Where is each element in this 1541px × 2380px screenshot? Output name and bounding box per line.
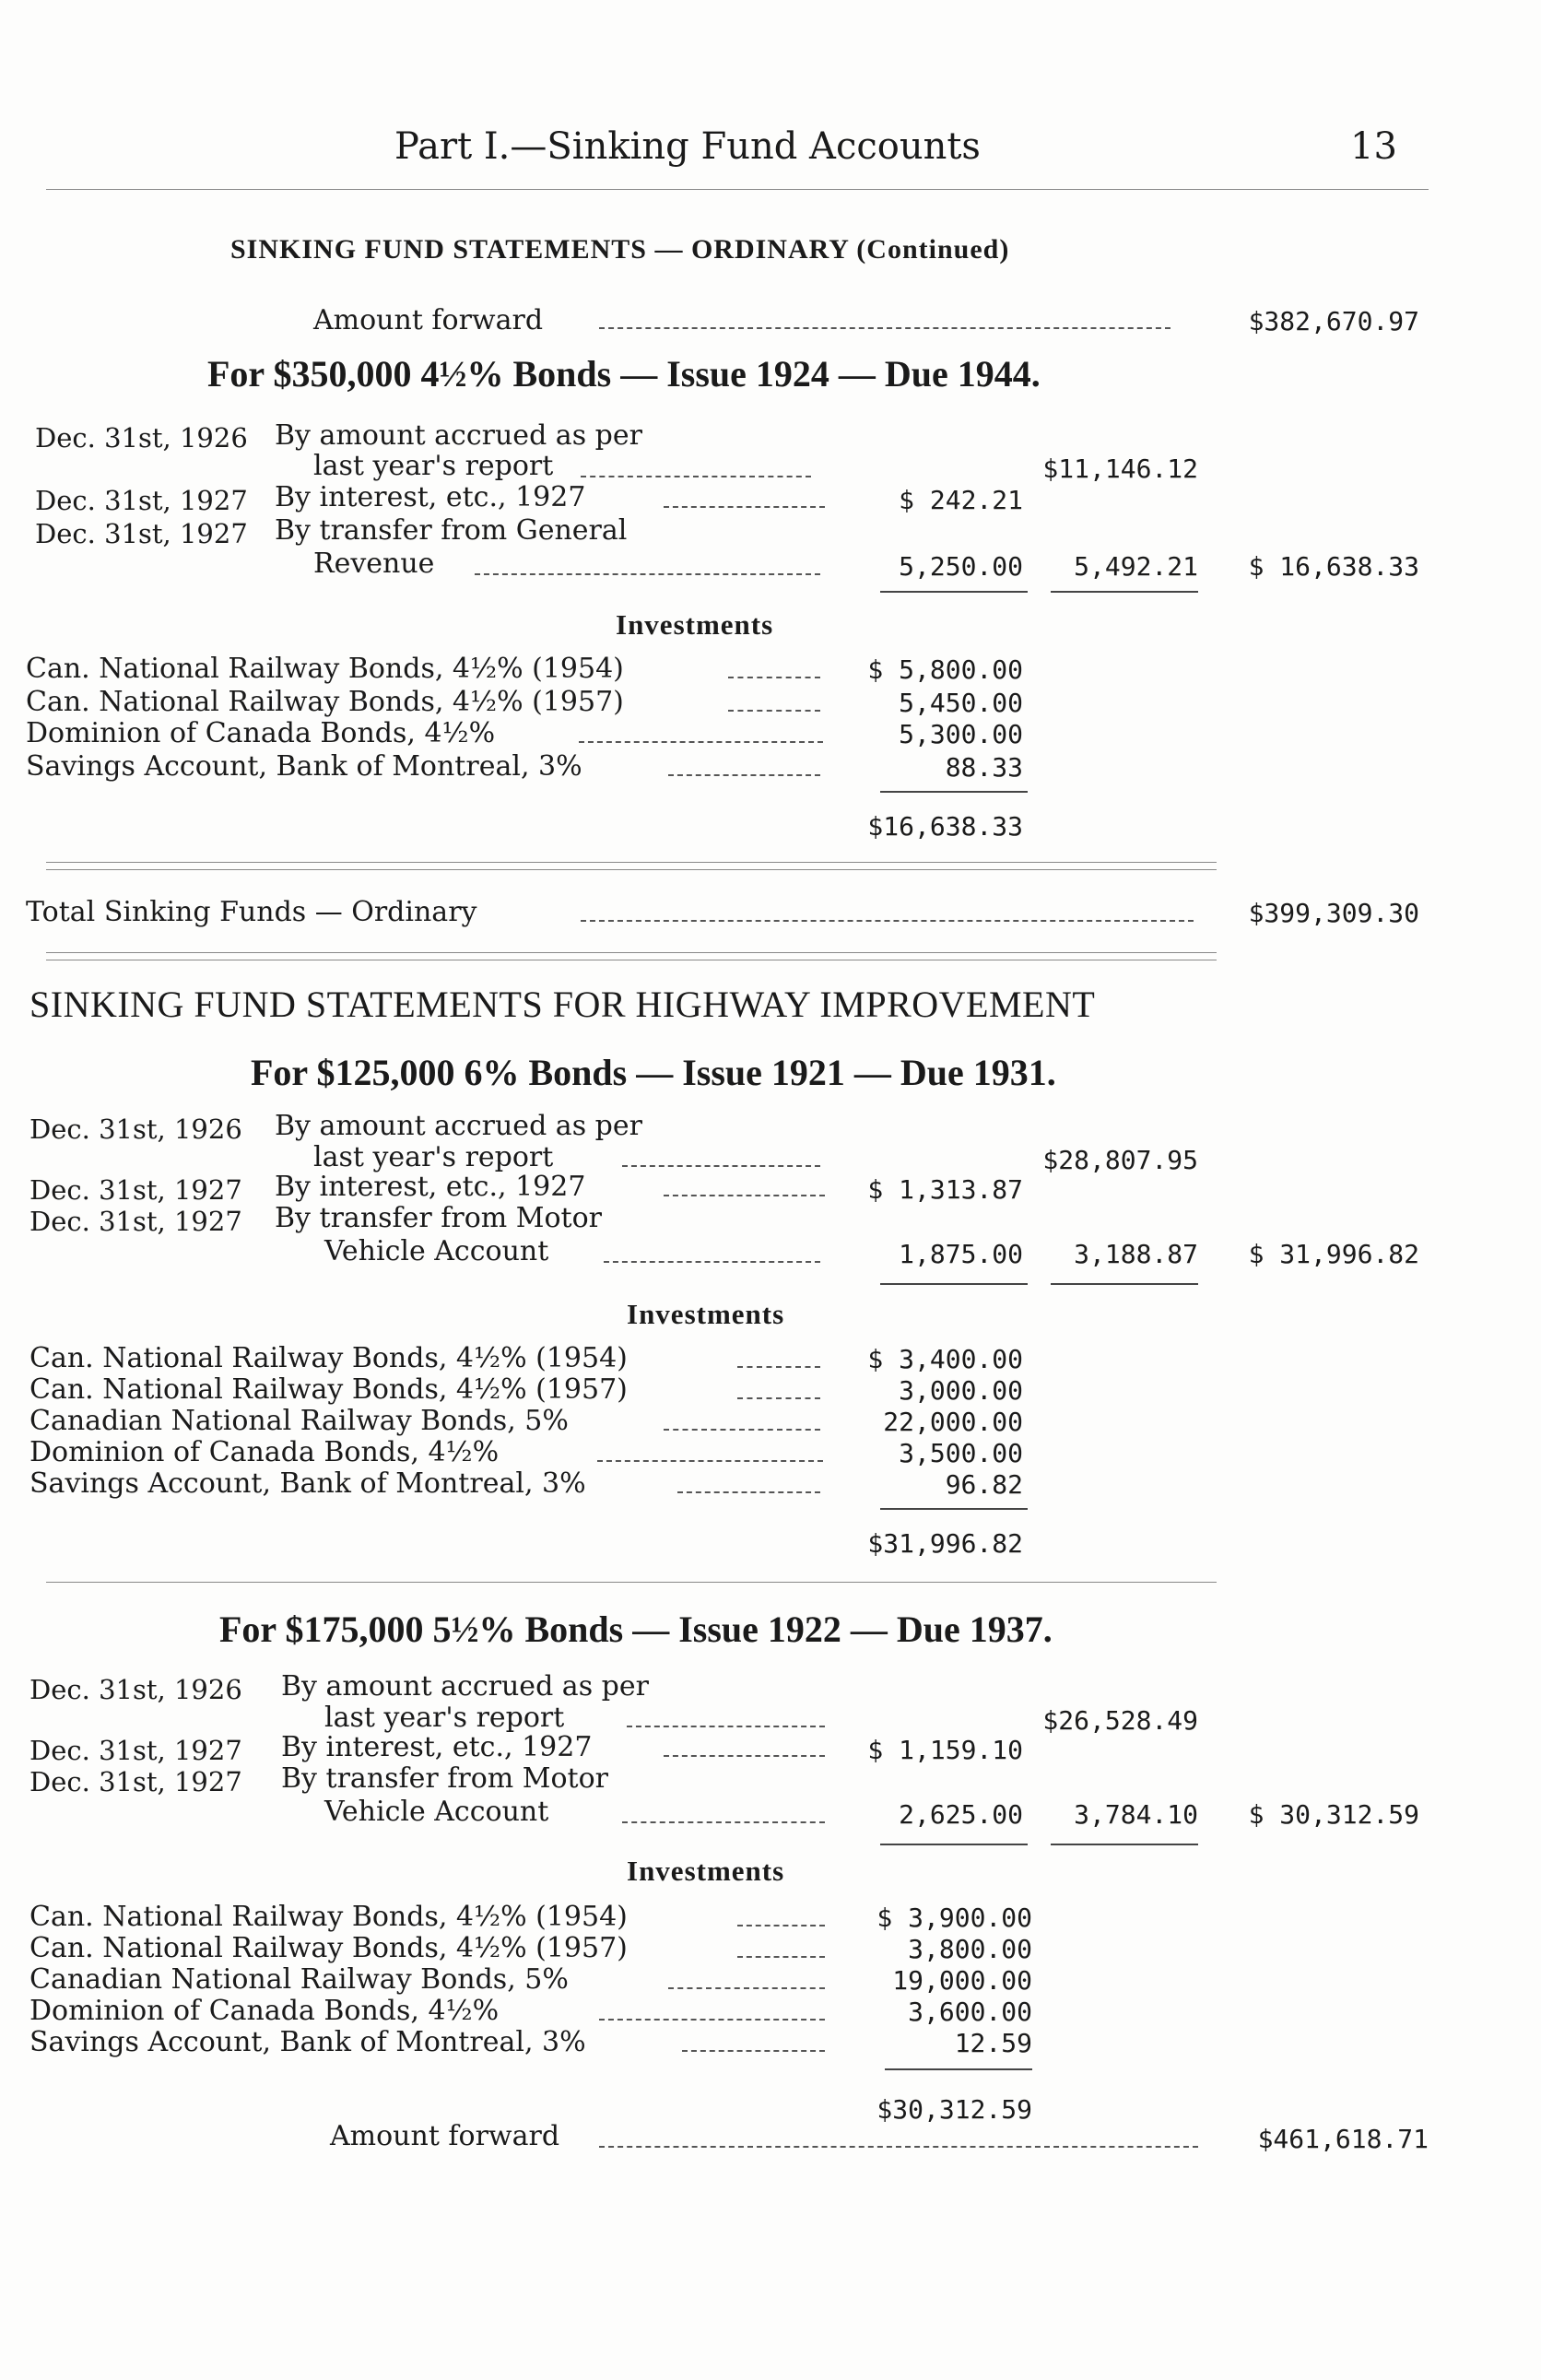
- leader-dots: [682, 2050, 825, 2052]
- entry-description: By amount accrued as per: [281, 1670, 649, 1703]
- entry-date: Dec. 31st, 1927: [29, 1766, 242, 1797]
- leader-dots: [622, 1165, 820, 1167]
- sum-rule: [880, 1844, 1028, 1845]
- leader-dots: [597, 1460, 823, 1462]
- investment-amount: 5,300.00: [899, 719, 1023, 749]
- investment-label: Can. National Railway Bonds, 4½% (1957): [29, 1373, 628, 1406]
- leader-dots: [604, 1261, 820, 1263]
- transfer-amount: 1,875.00: [899, 1239, 1023, 1269]
- transfer-amount: 5,250.00: [899, 551, 1023, 582]
- investment-label: Dominion of Canada Bonds, 4½%: [29, 1995, 500, 2027]
- leader-dots: [664, 1195, 825, 1196]
- leader-dots: [737, 1397, 820, 1399]
- entry-description-cont: last year's report: [313, 1141, 554, 1173]
- leader-dots: [627, 1726, 825, 1727]
- leader-dots: [599, 2146, 1198, 2148]
- investment-amount: 22,000.00: [883, 1407, 1023, 1437]
- highway-heading: SINKING FUND STATEMENTS FOR HIGHWAY IMPROVEMENT: [29, 984, 1096, 1025]
- entry-date: Dec. 31st, 1926: [35, 422, 248, 454]
- leader-dots: [668, 1987, 825, 1989]
- prior-balance: $28,807.95: [1042, 1145, 1198, 1175]
- entry-description-cont: Revenue: [313, 548, 435, 580]
- bond-issue-title: For $125,000 6% Bonds — Issue 1921 — Due 1931.: [251, 1052, 1056, 1093]
- leader-dots: [737, 1956, 825, 1958]
- investment-amount: 3,500.00: [899, 1438, 1023, 1468]
- leader-dots: [581, 920, 1194, 922]
- entry-description: By interest, etc., 1927: [275, 481, 586, 513]
- investment-label: Can. National Railway Bonds, 4½% (1954): [29, 1901, 628, 1933]
- investment-label: Canadian National Railway Bonds, 5%: [29, 1963, 569, 1996]
- header-rule: [46, 189, 1429, 190]
- leader-dots: [664, 1429, 820, 1431]
- investment-label: Savings Account, Bank of Montreal, 3%: [29, 1467, 586, 1500]
- leader-dots: [581, 476, 811, 477]
- investment-amount: $ 3,400.00: [867, 1344, 1023, 1374]
- subtotal-amount: 5,492.21: [1074, 551, 1198, 582]
- amount-forward-label: Amount forward: [313, 304, 544, 336]
- investment-label: Savings Account, Bank of Montreal, 3%: [29, 2026, 586, 2058]
- leader-dots: [475, 573, 820, 575]
- investment-amount: 88.33: [945, 752, 1023, 783]
- entry-description-cont: Vehicle Account: [324, 1235, 549, 1267]
- leader-dots: [668, 774, 820, 776]
- page-number: 13: [1350, 125, 1397, 168]
- leader-dots: [677, 1491, 820, 1493]
- leader-dots: [599, 2019, 825, 2021]
- entry-description: By interest, etc., 1927: [275, 1171, 586, 1203]
- investment-amount: 3,800.00: [908, 1934, 1032, 1964]
- entry-description: By amount accrued as per: [275, 419, 642, 452]
- investment-label: Can. National Railway Bonds, 4½% (1954): [26, 653, 624, 685]
- investment-amount: 96.82: [945, 1469, 1023, 1500]
- entry-description: By transfer from Motor: [281, 1762, 608, 1795]
- investments-heading: Investments: [627, 1298, 785, 1330]
- sum-rule: [880, 1508, 1028, 1510]
- bond-issue-title: For $175,000 5½% Bonds — Issue 1922 — Due 1937.: [219, 1608, 1053, 1650]
- investments-heading: Investments: [616, 608, 774, 641]
- leader-dots: [728, 710, 820, 712]
- subtotal-amount: 3,188.87: [1074, 1239, 1198, 1269]
- entry-date: Dec. 31st, 1927: [35, 518, 248, 549]
- sum-rule: [1051, 1283, 1198, 1285]
- leader-dots: [737, 1366, 820, 1368]
- entry-description: By interest, etc., 1927: [281, 1731, 593, 1763]
- leader-dots: [579, 741, 823, 743]
- leader-dots: [664, 1755, 825, 1757]
- entry-description: By transfer from Motor: [275, 1202, 602, 1234]
- investment-label: Dominion of Canada Bonds, 4½%: [29, 1436, 500, 1468]
- investment-label: Can. National Railway Bonds, 4½% (1954): [29, 1342, 628, 1374]
- entry-date: Dec. 31st, 1927: [29, 1735, 242, 1766]
- investment-amount: 3,600.00: [908, 1997, 1032, 2027]
- investment-label: Can. National Railway Bonds, 4½% (1957): [29, 1932, 628, 1964]
- section-rule: [46, 869, 1217, 870]
- entry-date: Dec. 31st, 1926: [29, 1113, 242, 1145]
- sum-rule: [880, 591, 1028, 593]
- entry-description: By transfer from General: [275, 514, 628, 547]
- section-rule: [46, 1582, 1217, 1583]
- sum-rule: [880, 791, 1028, 793]
- entry-date: Dec. 31st, 1927: [29, 1206, 242, 1237]
- section-total: $ 16,638.33: [1248, 551, 1419, 582]
- entry-description: By amount accrued as per: [275, 1110, 642, 1142]
- entry-description-cont: Vehicle Account: [324, 1796, 549, 1828]
- section-rule: [46, 952, 1217, 953]
- section-total: $ 31,996.82: [1248, 1239, 1419, 1269]
- investment-amount: 3,000.00: [899, 1375, 1023, 1406]
- sum-rule: [1051, 1844, 1198, 1845]
- investment-label: Can. National Railway Bonds, 4½% (1957): [26, 686, 624, 718]
- subtotal-amount: 3,784.10: [1074, 1799, 1198, 1830]
- investments-heading: Investments: [627, 1855, 785, 1887]
- section-total: $ 30,312.59: [1248, 1799, 1419, 1830]
- leader-dots: [737, 1925, 825, 1926]
- amount-forward-value: $382,670.97: [1248, 306, 1419, 336]
- leader-dots: [664, 506, 825, 508]
- sum-rule: [885, 2068, 1032, 2070]
- entry-description-cont: last year's report: [324, 1702, 565, 1734]
- grand-total-label: Total Sinking Funds — Ordinary: [26, 896, 477, 928]
- investment-label: Savings Account, Bank of Montreal, 3%: [26, 750, 582, 783]
- section-rule: [46, 862, 1217, 863]
- investment-amount: 12.59: [954, 2028, 1032, 2058]
- investments-total: $16,638.33: [867, 811, 1023, 842]
- bond-issue-title: For $350,000 4½% Bonds — Issue 1924 — Due 1944.: [207, 353, 1041, 395]
- leader-dots: [728, 677, 820, 678]
- sum-rule: [880, 1283, 1028, 1285]
- grand-total-amount: $399,309.30: [1248, 898, 1419, 928]
- interest-amount: $ 1,313.87: [867, 1174, 1023, 1205]
- interest-amount: $ 242.21: [899, 485, 1023, 515]
- investment-amount: $ 3,900.00: [876, 1903, 1032, 1933]
- investments-total: $30,312.59: [876, 2094, 1032, 2125]
- investments-total: $31,996.82: [867, 1528, 1023, 1559]
- leader-dots: [622, 1821, 825, 1823]
- transfer-amount: 2,625.00: [899, 1799, 1023, 1830]
- investment-label: Dominion of Canada Bonds, 4½%: [26, 717, 496, 749]
- investment-amount: 19,000.00: [892, 1965, 1032, 1996]
- prior-balance: $26,528.49: [1042, 1705, 1198, 1736]
- sum-rule: [1051, 591, 1198, 593]
- interest-amount: $ 1,159.10: [867, 1735, 1023, 1765]
- running-header: Part I.—Sinking Fund Accounts: [394, 125, 981, 168]
- prior-balance: $11,146.12: [1042, 454, 1198, 484]
- section-caption: SINKING FUND STATEMENTS — ORDINARY (Continued): [230, 234, 1010, 265]
- amount-forward-label: Amount forward: [330, 2120, 560, 2152]
- amount-forward-value: $461,618.71: [1257, 2124, 1429, 2154]
- entry-date: Dec. 31st, 1927: [35, 485, 248, 516]
- entry-description-cont: last year's report: [313, 450, 554, 482]
- entry-date: Dec. 31st, 1927: [29, 1174, 242, 1206]
- leader-dots: [599, 327, 1170, 329]
- investment-amount: $ 5,800.00: [867, 654, 1023, 685]
- entry-date: Dec. 31st, 1926: [29, 1674, 242, 1705]
- investment-label: Canadian National Railway Bonds, 5%: [29, 1405, 569, 1437]
- investment-amount: 5,450.00: [899, 688, 1023, 718]
